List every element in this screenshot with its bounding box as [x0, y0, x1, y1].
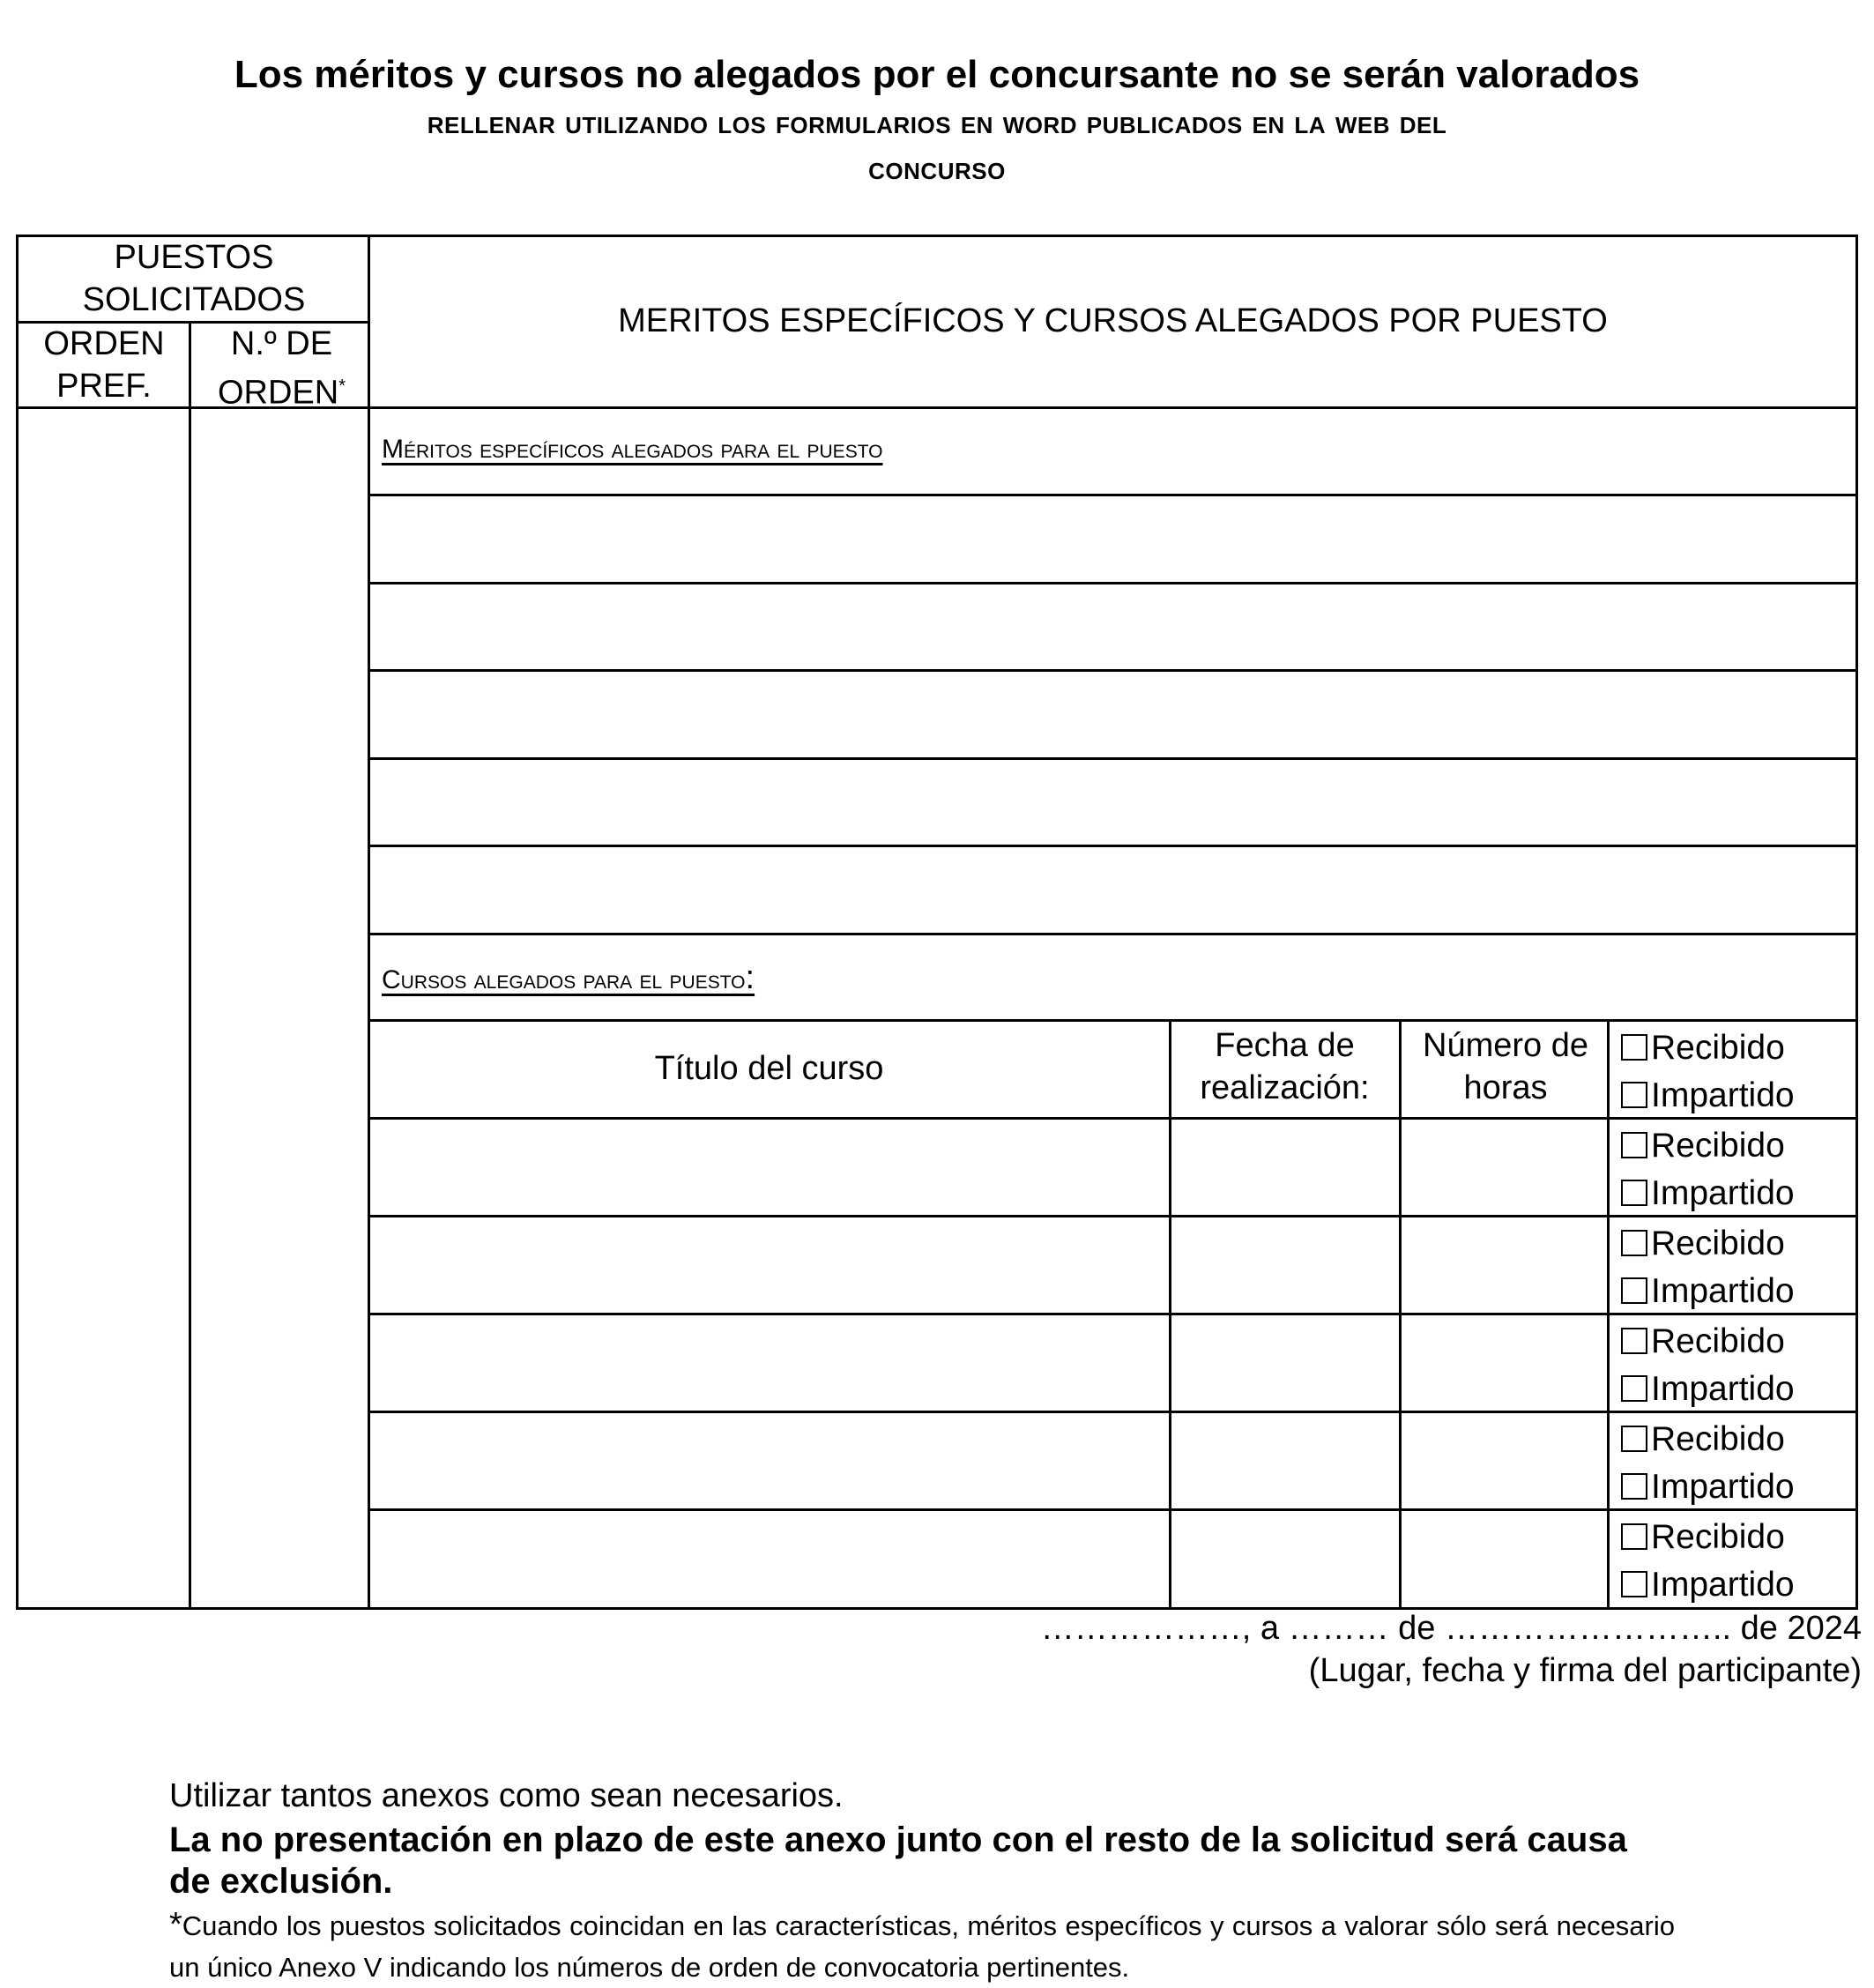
cursos-label-suffix: : [745, 959, 755, 996]
checkbox-group-row-4 [1621, 1416, 1795, 1511]
checkbox-icon [1621, 1132, 1647, 1158]
impartido-label: Impartido [1651, 1076, 1795, 1114]
signature-caption: (Lugar, fecha y firma del participante) [1308, 1652, 1862, 1689]
recibido-label: Recibido [1651, 1420, 1785, 1458]
cursos-label-text: Cursos alegados para el puesto [382, 965, 746, 994]
num-orden-label: N.º DE ORDEN [217, 325, 339, 412]
impartido-checkbox[interactable] [1621, 1366, 1795, 1413]
course-date-header: Fecha de realización: [1200, 1027, 1370, 1106]
impartido-checkbox[interactable] [1621, 1170, 1795, 1217]
meritos-section-label [382, 435, 882, 465]
impartido-label: Impartido [1651, 1566, 1795, 1604]
checkbox-icon [1621, 1082, 1647, 1108]
checkbox-icon [1621, 1375, 1647, 1402]
cursos-section-label [382, 959, 755, 997]
recibido-label: Recibido [1651, 1029, 1785, 1067]
impartido-label: Impartido [1651, 1174, 1795, 1212]
instruction-text-2: concurso [868, 150, 1006, 186]
checkbox-group-row-0 [1621, 1024, 1795, 1120]
impartido-label: Impartido [1651, 1272, 1795, 1310]
main-header: MERITOS ESPECÍFICOS Y CURSOS ALEGADOS POR PUESTO [618, 302, 1608, 339]
impartido-checkbox[interactable] [1621, 1561, 1795, 1609]
orden-pref-header: ORDEN PREF. [43, 325, 165, 405]
checkbox-group-row-2 [1621, 1220, 1795, 1315]
checkbox-group-row-1 [1621, 1122, 1795, 1217]
recibido-checkbox[interactable] [1621, 1122, 1795, 1170]
instruction-line-2 [0, 150, 1874, 187]
meritos-label-text: Méritos específicos alegados para el puesto [382, 435, 883, 464]
footer-exclusion-warning: La no presentación en plazo de este anexo junto con el resto de la solicitud será causa de exclusión. [169, 1820, 1627, 1901]
page-title: Los méritos y cursos no alegados por el concursante no se serán valorados [234, 53, 1640, 96]
impartido-label: Impartido [1651, 1370, 1795, 1408]
checkbox-icon [1621, 1180, 1647, 1206]
course-hours-header: Número de horas [1423, 1027, 1588, 1106]
puestos-solicitados-header: PUESTOS SOLICITADOS [82, 239, 306, 318]
footer-note-annexes: Utilizar tantos anexos como sean necesarios. [169, 1777, 844, 1814]
checkbox-icon [1621, 1328, 1647, 1354]
recibido-label: Recibido [1651, 1518, 1785, 1556]
num-orden-header [196, 323, 368, 414]
recibido-checkbox[interactable] [1621, 1220, 1795, 1268]
impartido-checkbox[interactable] [1621, 1072, 1795, 1120]
course-title-header: Título del curso [654, 1050, 884, 1087]
impartido-checkbox[interactable] [1621, 1463, 1795, 1511]
checkbox-icon [1621, 1034, 1647, 1061]
instruction-line-1 [0, 104, 1874, 141]
checkbox-group-row-5 [1621, 1514, 1795, 1609]
impartido-checkbox[interactable] [1621, 1268, 1795, 1315]
checkbox-icon [1621, 1277, 1647, 1304]
recibido-checkbox[interactable] [1621, 1416, 1795, 1463]
signature-date-line: ………………, a ……… de …………………….. de 2024 [1040, 1610, 1862, 1647]
checkbox-icon [1621, 1230, 1647, 1256]
num-orden-mark: * [338, 376, 346, 396]
recibido-label: Recibido [1651, 1322, 1785, 1360]
impartido-label: Impartido [1651, 1468, 1795, 1506]
footnote-mark: * [169, 1906, 182, 1943]
recibido-label: Recibido [1651, 1127, 1785, 1165]
recibido-checkbox[interactable] [1621, 1514, 1795, 1561]
checkbox-icon [1621, 1571, 1647, 1597]
checkbox-group-row-3 [1621, 1318, 1795, 1413]
checkbox-icon [1621, 1426, 1647, 1452]
recibido-checkbox[interactable] [1621, 1024, 1795, 1072]
recibido-label: Recibido [1651, 1225, 1785, 1262]
recibido-checkbox[interactable] [1621, 1318, 1795, 1366]
footnote-text: Cuando los puestos solicitados coincidan en las características, méritos específicos y cursos a valorar sólo será necesario un único Anexo V indicando los números de orden de convocatoria pertinentes. [169, 1910, 1675, 1983]
checkbox-icon [1621, 1523, 1647, 1550]
footer-asterisk-note [169, 1904, 1675, 1988]
instruction-text-1: rellenar utilizando los formularios en word publicados en la web del [427, 104, 1447, 140]
checkbox-icon [1621, 1473, 1647, 1500]
